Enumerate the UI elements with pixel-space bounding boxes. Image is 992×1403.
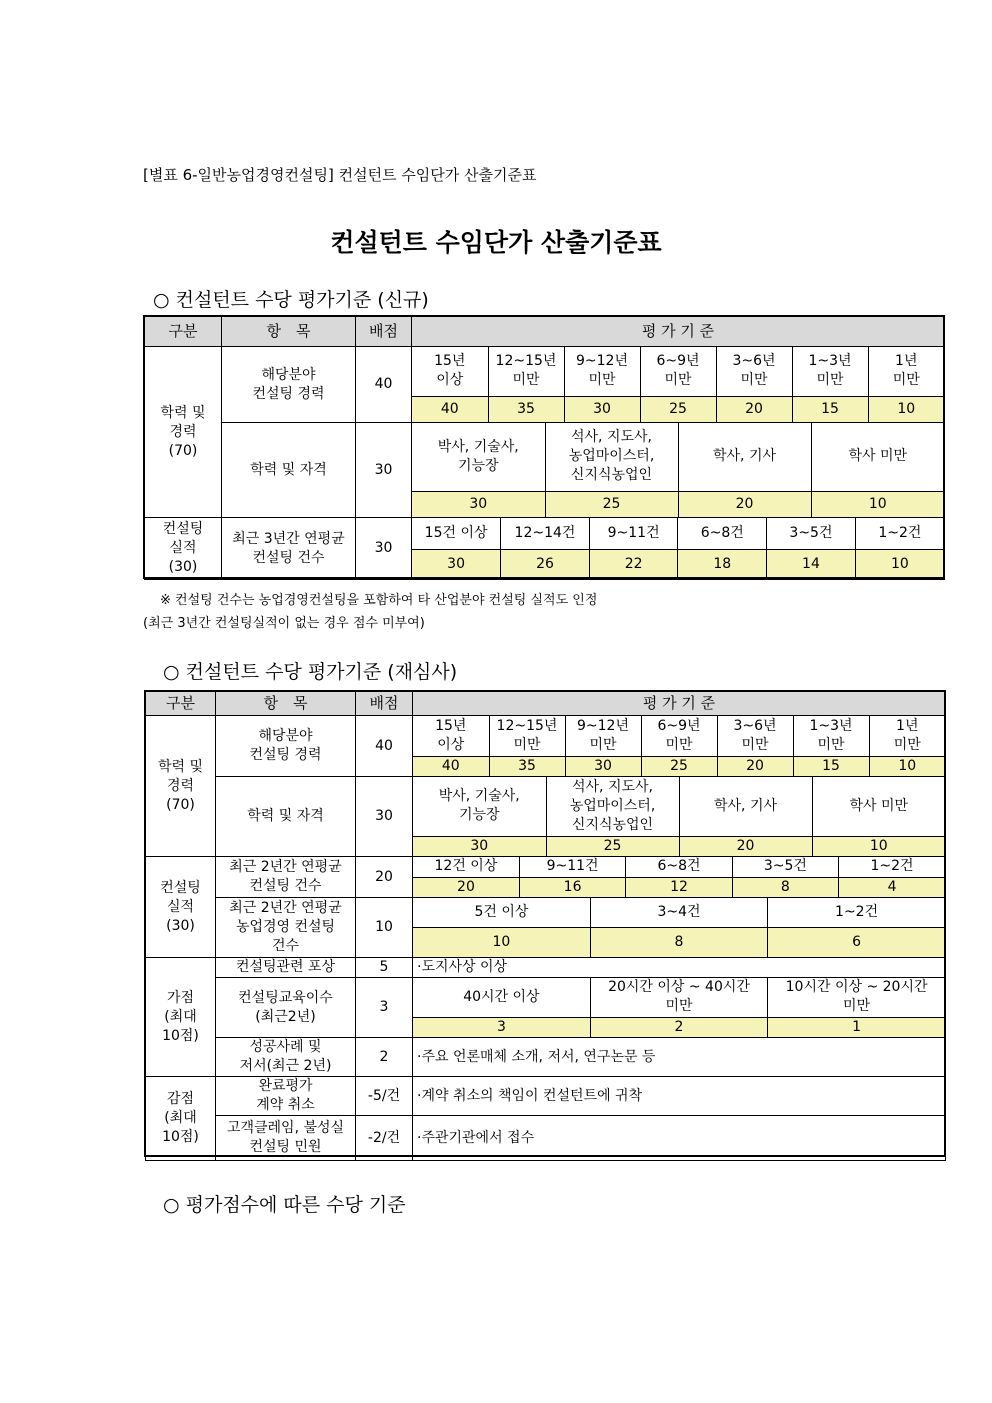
points-cell: 16 [519,877,625,897]
points-cell: 30 [565,756,641,776]
points-cell: 15 [793,756,869,776]
points-cell: 30 [564,396,640,422]
criteria-cell: 학사, 기사 [678,423,811,491]
criteria-cell: 15년 이상 [413,716,489,756]
points-cell: 25 [546,836,679,856]
criteria-cell: 1~3년 미만 [793,716,869,756]
criteria-cell: 박사, 기술사, 기능장 [412,423,545,491]
points-cell: 30 [413,836,546,856]
criteria-cell: 3~5건 [767,518,856,549]
section-heading-allowance: ○ 평가점수에 따른 수당 기준 [163,1194,406,1216]
criteria-cell: 석사, 지도사, 농업마이스터, 신지식농업인 [546,777,679,836]
item-training: 컨설팅교육이수 (최근2년) [216,978,356,1038]
document-caption: [별표 6-일반농업경영컨설팅] 컨설턴트 수임단가 산출기준표 [143,166,537,184]
criteria-award: ·도지사상 이상 [413,958,946,978]
points-cell: 10 [811,491,944,517]
header-score: 배점 [356,317,412,347]
header-category: 구분 [146,692,216,716]
criteria-cell: 15건 이상 [412,518,501,549]
criteria-cell: 1~2건 [855,518,944,549]
points-cell: 10 [868,396,944,422]
criteria-cell: 3~4건 [590,898,767,927]
header-item: 항 목 [216,692,356,716]
footnote: ※ 컨설팅 건수는 농업경영컨설팅을 포함하여 타 산업분야 컨설팅 실적도 인정 [160,593,598,608]
criteria-cell: 6~8건 [678,518,767,549]
points-cell: 26 [501,549,590,579]
criteria-cell: 12~14건 [501,518,590,549]
criteria-cell: 박사, 기술사, 기능장 [413,777,546,836]
group-label-performance: 컨설팅 실적 (30) [146,857,216,958]
score-training: 3 [356,978,413,1038]
points-cell: 30 [412,549,501,579]
criteria-cell: 3~6년 미만 [716,347,792,396]
item-performance-agri: 최근 2년간 연평균 농업경영 컨설팅 건수 [216,898,356,958]
item-performance-annual: 최근 2년간 연평균 컨설팅 건수 [216,857,356,898]
criteria-cell: 9~11건 [519,857,625,877]
criteria-cell: 9~12년 미만 [564,347,640,396]
criteria-cell: 학사, 기사 [679,777,812,836]
item-education: 학력 및 자격 [222,423,356,518]
criteria-cell: 40시간 이상 [413,978,590,1017]
points-cell: 22 [589,549,678,579]
evaluation-table-new [144,316,945,580]
score-cancel: -5/건 [356,1077,413,1116]
score-career: 40 [356,347,412,423]
points-cell: 40 [413,756,489,776]
points-cell: 3 [413,1017,590,1037]
criteria-cell: 6~9년 미만 [640,347,716,396]
criteria-cell: 12~15년 미만 [489,716,565,756]
group-label-education-career: 학력 및 경력 (70) [146,716,216,857]
points-cell: 35 [488,396,564,422]
header-criteria: 평 가 기 준 [412,317,945,347]
evaluation-table-review [145,691,946,1161]
points-cell: 20 [678,491,811,517]
group-label-education-career: 학력 및 경력 (70) [145,347,222,518]
criteria-cell: 석사, 지도사, 농업마이스터, 신지식농업인 [545,423,678,491]
points-cell: 20 [413,877,519,897]
section-heading-review: ○ 컨설턴트 수당 평가기준 (재심사) [163,661,458,683]
item-complaint: 고객클레임, 불성실 컨설팅 민원 [216,1116,356,1161]
header-criteria: 평 가 기 준 [413,692,946,716]
score-education: 30 [356,423,412,518]
points-cell: 20 [679,836,812,856]
points-cell: 25 [640,396,716,422]
points-cell: 12 [626,877,732,897]
header-category: 구분 [145,317,222,347]
points-cell: 14 [767,549,856,579]
criteria-cell: 6~8건 [626,857,732,877]
criteria-cell: 20시간 이상 ~ 40시간 미만 [590,978,767,1017]
item-career: 해당분야 컨설팅 경력 [222,347,356,423]
points-cell: 20 [716,396,792,422]
score-award: 5 [356,958,413,978]
header-score: 배점 [356,692,413,716]
score-performance-annual: 20 [356,857,413,898]
points-cell: 10 [812,836,945,856]
section-heading-new: ○ 컨설턴트 수당 평가기준 (신규) [153,289,429,311]
score-complaint: -2/건 [356,1116,413,1161]
group-label-performance: 컨설팅 실적 (30) [145,518,222,580]
points-cell: 4 [839,877,945,897]
criteria-cases: ·주요 언론매체 소개, 저서, 연구논문 등 [413,1038,946,1077]
criteria-cell: 5건 이상 [413,898,590,927]
points-cell: 40 [412,396,488,422]
item-education: 학력 및 자격 [216,777,356,857]
item-cancel: 완료평가 계약 취소 [216,1077,356,1116]
criteria-cell: 1~2건 [768,898,945,927]
points-cell: 25 [641,756,717,776]
item-cases: 성공사례 및 저서(최근 2년) [216,1038,356,1077]
group-label-bonus: 가점 (최대 10점) [146,958,216,1077]
points-cell: 6 [768,927,945,957]
score-performance: 30 [356,518,412,580]
points-cell: 10 [413,927,590,957]
points-cell: 8 [590,927,767,957]
points-cell: 2 [590,1017,767,1037]
item-career: 해당분야 컨설팅 경력 [216,716,356,777]
score-education: 30 [356,777,413,857]
criteria-cell: 1년 미만 [868,347,944,396]
criteria-cell: 6~9년 미만 [641,716,717,756]
criteria-cell: 3~6년 미만 [717,716,793,756]
points-cell: 35 [489,756,565,776]
points-cell: 15 [792,396,868,422]
criteria-complaint: ·주관기관에서 접수 [413,1116,946,1161]
criteria-cell: 1~2건 [839,857,945,877]
item-performance: 최근 3년간 연평균 컨설팅 건수 [222,518,356,580]
points-cell: 30 [412,491,545,517]
criteria-cell: 12건 이상 [413,857,519,877]
points-cell: 10 [855,549,944,579]
criteria-cell: 3~5건 [732,857,838,877]
criteria-cell: 1년 미만 [869,716,945,756]
document-title: 컨설턴트 수임단가 산출기준표 [330,228,662,257]
points-cell: 20 [717,756,793,776]
points-cell: 10 [869,756,945,776]
points-cell: 18 [678,549,767,579]
header-item: 항 목 [222,317,356,347]
criteria-cell: 9~12년 미만 [565,716,641,756]
criteria-cell: 학사 미만 [812,777,945,836]
item-award: 컨설팅관련 포상 [216,958,356,978]
score-career: 40 [356,716,413,777]
criteria-cell: 9~11건 [589,518,678,549]
criteria-cell: 15년 이상 [412,347,488,396]
criteria-cell: 학사 미만 [811,423,944,491]
score-performance-agri: 10 [356,898,413,958]
criteria-cell: 10시간 이상 ~ 20시간 미만 [768,978,945,1017]
points-cell: 8 [732,877,838,897]
criteria-cell: 1~3년 미만 [792,347,868,396]
score-cases: 2 [356,1038,413,1077]
criteria-cell: 12~15년 미만 [488,347,564,396]
group-label-penalty: 감점 (최대 10점) [146,1077,216,1161]
footnote: (최근 3년간 컨설팅실적이 없는 경우 점수 미부여) [143,616,425,631]
points-cell: 1 [768,1017,945,1037]
criteria-cancel: ·계약 취소의 책임이 컨설턴트에 귀착 [413,1077,946,1116]
points-cell: 25 [545,491,678,517]
